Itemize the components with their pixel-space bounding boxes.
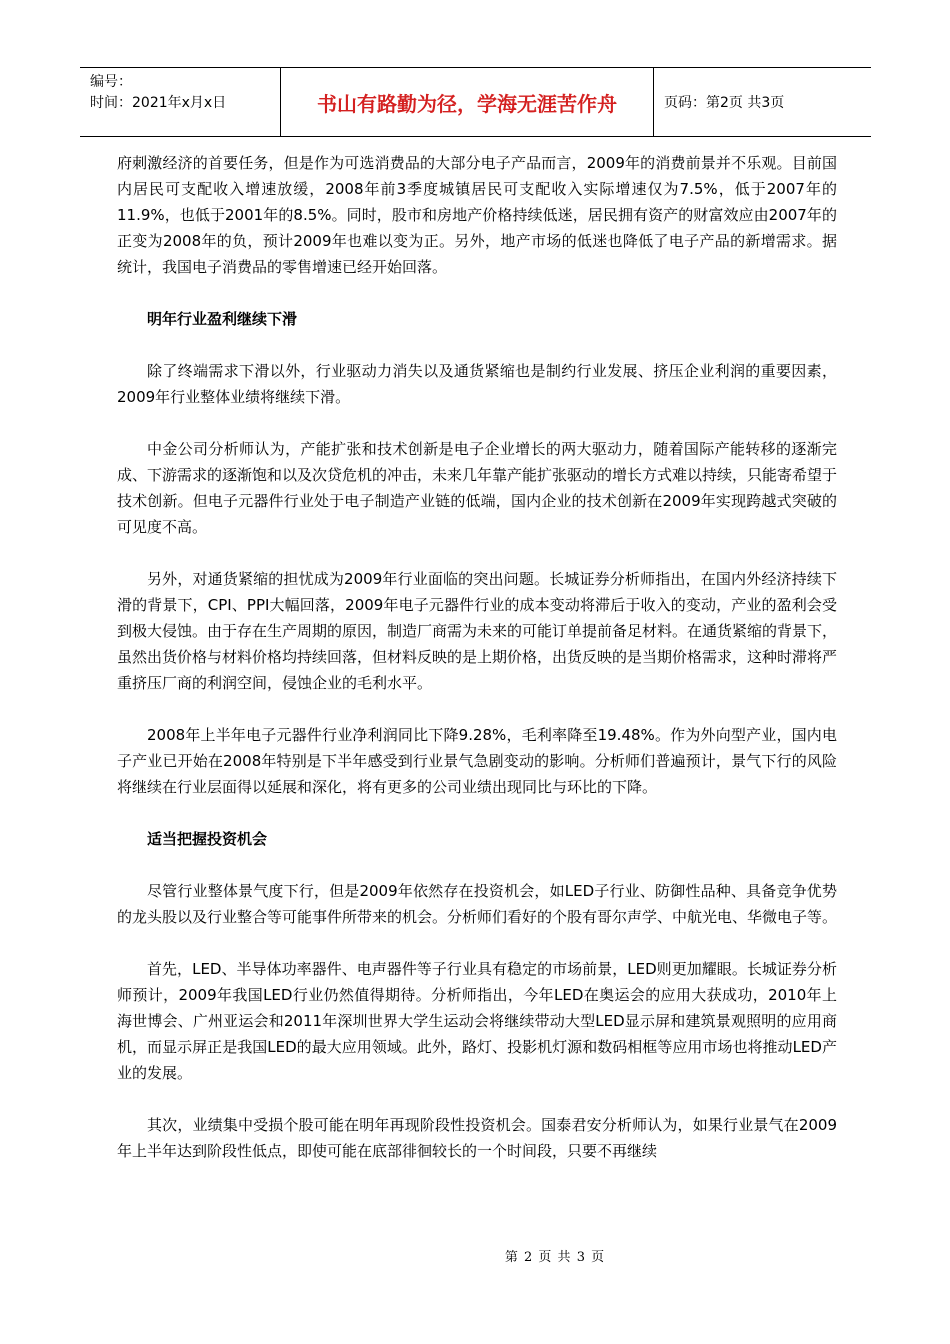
paragraph: 尽管行业整体景气度下行，但是2009年依然存在投资机会，如LED子行业、防御性品种、具备竞争优势的龙头股以及行业整合等可能事件所带来的机会。分析师们看好的个股有哥尔声学、中航光电、华微电子等。 xyxy=(117,882,838,926)
document-number: 编号： xyxy=(90,74,132,90)
paragraph: 首先，LED、半导体功率器件、电声器件等子行业具有稳定的市场前景，LED则更加耀眼。长城证券分析师预计，2009年我国LED行业仍然值得期待。分析师指出，今年LED在奥运会的应用大获成功，2010年上海世博会、广州亚运会和2011年深圳世界大学生运动会将继续带动大型LED显示屏和建筑景观照明的应用商机，而显示屏正是我国LED的最大应用领域。此外，路灯、投影机灯源和数码相框等应用市场也将推动LED产业的发展。 xyxy=(117,960,837,1082)
paragraph: 中金公司分析师认为，产能扩张和技术创新是电子企业增长的两大驱动力，随着国际产能转移的逐渐完成、下游需求的逐渐饱和以及次贷危机的冲击，未来几年靠产能扩张驱动的增长方式难以持续，只能寄希望于技术创新。但电子元器件行业处于电子制造产业链的低端，国内企业的技术创新在2009年实现跨越式突破的可见度不高。 xyxy=(117,440,838,536)
page-footer xyxy=(0,1246,950,1265)
document-time: 时间：2021年x月x日 xyxy=(90,95,227,111)
header-meta xyxy=(80,68,280,136)
paragraph: 除了终端需求下滑以外，行业驱动力消失以及通货紧缩也是制约行业发展、挤压企业利润的重要因素，2009年行业整体业绩将继续下滑。 xyxy=(117,362,837,406)
paragraph: 2008年上半年电子元器件行业净利润同比下降9.28%，毛利率降至19.48%。作为外向型产业，国内电子产业已开始在2008年特别是下半年感受到行业景气急剧变动的影响。分析师们普遍预计，景气下行的风险将继续在行业层面得以延展和深化，将有更多的公司业绩出现同比与环比的下降。 xyxy=(117,726,837,796)
section-heading: 适当把握投资机会 xyxy=(147,830,268,848)
paragraph: 另外，对通货紧缩的担忧成为2009年行业面临的突出问题。长城证券分析师指出，在国内外经济持续下滑的背景下，CPI、PPI大幅回落，2009年电子元器件行业的成本变动将滞后于收入的变动，产业的盈利会受到极大侵蚀。由于存在生产周期的原因，制造厂商需为未来的可能订单提前备足材料。在通货紧缩的背景下，虽然出货价格与材料价格均持续回落，但材料反映的是上期价格，出货反映的是当期价格需求，这种时滞将严重挤压厂商的利润空间，侵蚀企业的毛利水平。 xyxy=(117,570,838,692)
header-page-info: 页码：第2页 共3页 xyxy=(664,95,785,111)
document-body xyxy=(117,150,837,1164)
page-number: 第 2 页 共 3 页 xyxy=(504,1250,606,1265)
header-motto: 书山有路勤为径，学海无涯苦作舟 xyxy=(280,68,654,136)
page-header xyxy=(80,67,871,137)
paragraph: 府刺激经济的首要任务，但是作为可选消费品的大部分电子产品而言，2009年的消费前景并不乐观。目前国内居民可支配收入增速放缓，2008年前3季度城镇居民可支配收入实际增速仅为7.5%，低于2007年的11.9%，也低于2001年的8.5%。同时，股市和房地产价格持续低迷，居民拥有资产的财富效应由2007年的正变为2008年的负，预计2009年也难以变为正。另外，地产市场的低迷也降低了电子产品的新增需求。据统计，我国电子消费品的零售增速已经开始回落。 xyxy=(117,154,837,276)
paragraph: 其次，业绩集中受损个股可能在明年再现阶段性投资机会。国泰君安分析师认为，如果行业景气在2009年上半年达到阶段性低点，即使可能在底部徘徊较长的一个时间段，只要不再继续 xyxy=(117,1116,837,1160)
section-heading: 明年行业盈利继续下滑 xyxy=(147,310,298,328)
